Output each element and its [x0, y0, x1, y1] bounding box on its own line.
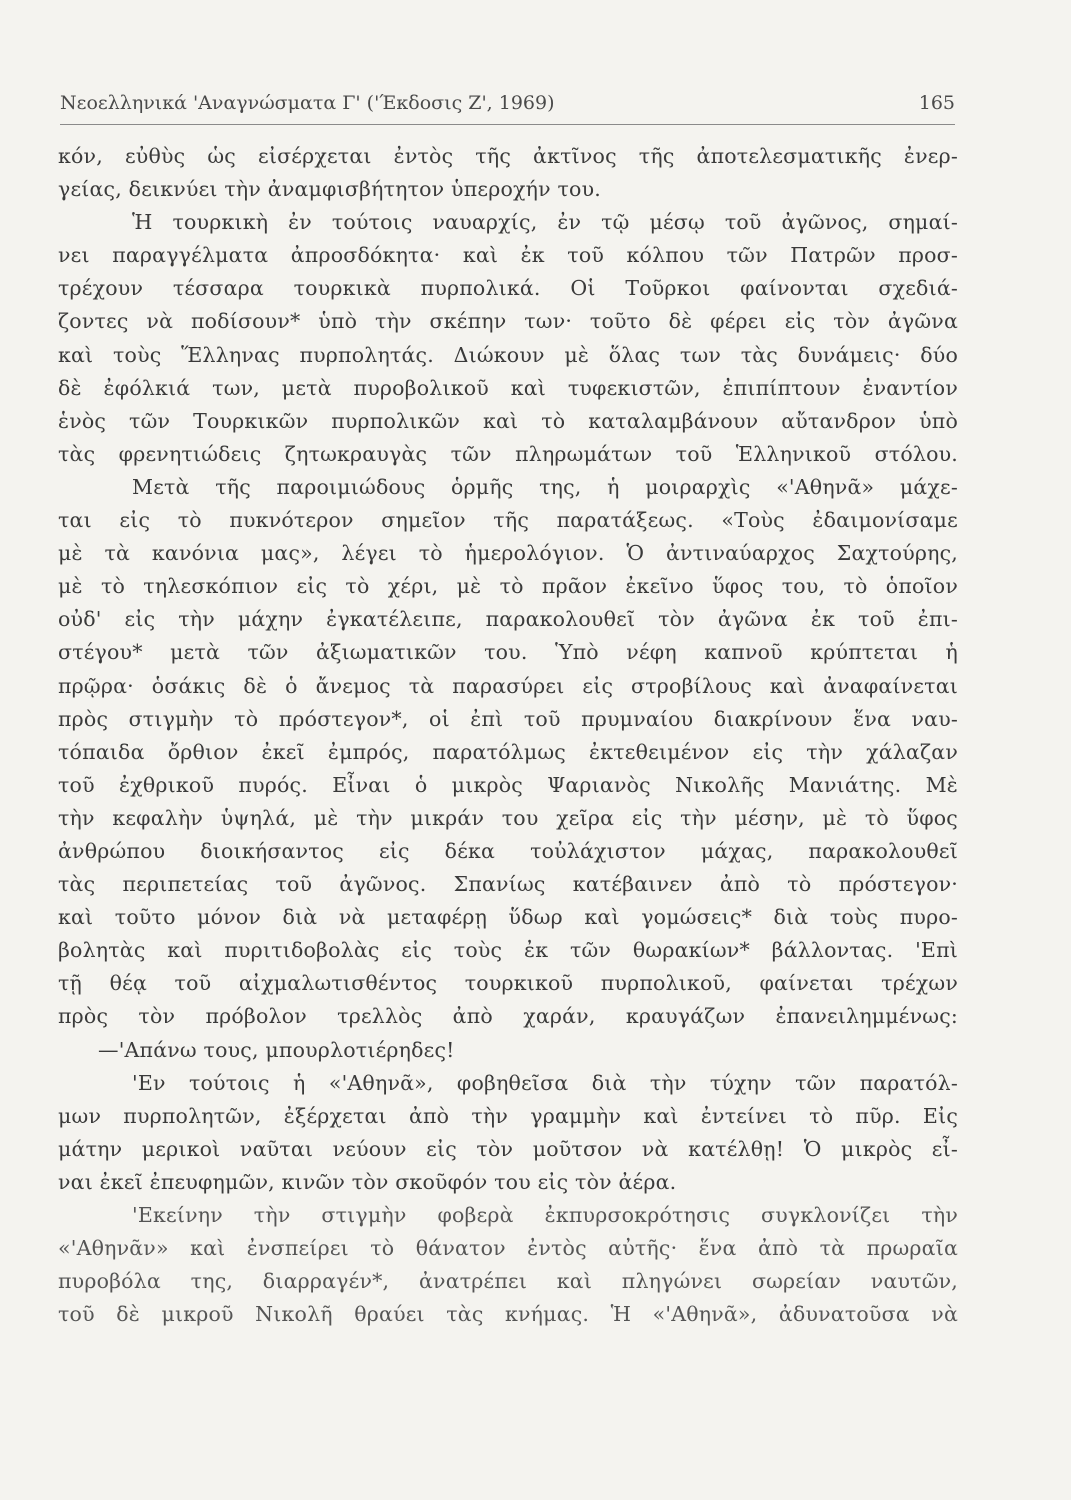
text-line: κόν, εὐθὺς ὡς εἰσέρχεται ἐντὸς τῆς ἀκτῖνος τῆς ἀποτελεσματικῆς ἐνερ- [58, 144, 958, 168]
text-line: «'Αθηνᾶν» καὶ ἐνσπείρει τὸ θάνατον ἐντὸς αὐτῆς· ἕνα ἀπὸ τὰ πρωραῖα [58, 1236, 958, 1261]
text-line: ναι ἐκεῖ ἐπευφημῶν, κινῶν τὸν σκοῦφόν του εἰς τὸν ἀέρα. [58, 1169, 677, 1194]
running-header [60, 92, 955, 124]
text-line: πρῷρα· ὁσάκις δὲ ὁ ἄνεμος τὰ παρασύρει εἰς στροβίλους καὶ ἀναφαίνεται [58, 673, 958, 698]
text-line: οὐδ' εἰς τὴν μάχην ἐγκατέλειπε, παρακολουθεῖ τὸν ἀγῶνα ἐκ τοῦ ἐπι- [58, 607, 958, 632]
text-line: 'Εν τούτοις ἡ «'Αθηνᾶ», φοβηθεῖσα διὰ τὴν τύχην τῶν παρατόλ- [132, 1070, 958, 1095]
text-line: καὶ τοῦτο μόνον διὰ νὰ μεταφέρῃ ὕδωρ καὶ γομώσεις* διὰ τοὺς πυρο- [58, 905, 958, 930]
text-line: τόπαιδα ὄρθιον ἐκεῖ ἐμπρός, παρατόλμως ἐκτεθειμένον εἰς τὴν χάλαζαν [58, 739, 958, 764]
text-line: τρέχουν τέσσαρα τουρκικὰ πυρπολικά. Οἱ Τοῦρκοι φαίνονται σχεδιά- [58, 276, 958, 301]
text-line: βολητὰς καὶ πυριτιδοβολὰς εἰς τοὺς ἐκ τῶν θωρακίων* βάλλοντας. 'Επὶ [58, 938, 958, 963]
text-line: ζοντες νὰ ποδίσουν* ὑπὸ τὴν σκέπην των· τοῦτο δὲ φέρει εἰς τὸν ἀγῶνα [58, 309, 958, 334]
text-line: μων πυρπολητῶν, ἐξέρχεται ἀπὸ τὴν γραμμὴν καὶ ἐντείνει τὸ πῦρ. Εἰς [58, 1103, 958, 1128]
text-line: τῇ θέᾳ τοῦ αἰχμαλωτισθέντος τουρκικοῦ πυρπολικοῦ, φαίνεται τρέχων [58, 971, 958, 996]
text-line: μὲ τὸ τηλεσκόπιον εἰς τὸ χέρι, μὲ τὸ πρᾶον ἐκεῖνο ὕφος του, τὸ ὁποῖον [58, 574, 958, 599]
text-line: μάτην μερικοὶ ναῦται νεύουν εἰς τὸν μοῦτσον νὰ κατέλθῃ! Ὁ μικρὸς εἶ- [58, 1136, 958, 1161]
text-line: γείας, δεικνύει τὴν ἀναμφισβήτητον ὑπεροχήν του. [58, 177, 601, 202]
text-line: ἀνθρώπου διοικήσαντος εἰς δέκα τοὐλάχιστον μάχας, παρακολουθεῖ [58, 838, 958, 863]
text-line: πυροβόλα της, διαρραγέν*, ἀνατρέπει καὶ πληγώνει σωρείαν ναυτῶν, [58, 1269, 958, 1294]
text-line: νει παραγγέλματα ἀπροσδόκητα· καὶ ἐκ τοῦ κόλπου τῶν Πατρῶν προσ- [58, 243, 958, 268]
body-text [58, 140, 958, 1331]
page-number: 165 [918, 92, 955, 114]
book-title: Νεοελληνικά 'Αναγνώσματα Γ' ('Έκδοσις Ζ', 1969) [60, 92, 555, 114]
text-line: ται εἰς τὸ πυκνότερον σημεῖον τῆς παρατάξεως. «Τοὺς ἐδαιμονίσαμε [58, 508, 958, 533]
text-line: μὲ τὰ κανόνια μας», λέγει τὸ ἡμερολόγιον. Ὁ ἀντιναύαρχος Σαχτούρης, [58, 541, 958, 566]
header-rule [60, 124, 955, 125]
text-line: ἑνὸς τῶν Τουρκικῶν πυρπολικῶν καὶ τὸ καταλαμβάνουν αὔτανδρον ὑπὸ [58, 408, 958, 433]
text-line: πρὸς τὸν πρόβολον τρελλὸς ἀπὸ χαράν, κραυγάζων ἐπανειλημμένως: [58, 1004, 958, 1029]
text-line: —'Απάνω τους, μπουρλοτιέρηδες! [98, 1037, 455, 1062]
text-line: τὴν κεφαλὴν ὑψηλά, μὲ τὴν μικράν του χεῖρα εἰς τὴν μέσην, μὲ τὸ ὕφος [58, 805, 958, 830]
text-line: στέγου* μετὰ τῶν ἀξιωματικῶν του. Ὑπὸ νέφη καπνοῦ κρύπτεται ἡ [58, 640, 958, 665]
text-line: τοῦ δὲ μικροῦ Νικολῆ θραύει τὰς κνήμας. Ἡ «'Αθηνᾶ», ἀδυνατοῦσα νὰ [58, 1302, 958, 1327]
text-line: Ἡ τουρκικὴ ἐν τούτοις ναυαρχίς, ἐν τῷ μέσῳ τοῦ ἀγῶνος, σημαί- [132, 210, 958, 235]
text-line: δὲ ἐφόλκιά των, μετὰ πυροβολικοῦ καὶ τυφεκιστῶν, ἐπιπίπτουν ἐναντίον [58, 375, 958, 400]
text-line: τὰς φρενητιώδεις ζητωκραυγὰς τῶν πληρωμάτων τοῦ Ἑλληνικοῦ στόλου. [58, 441, 958, 466]
text-line: καὶ τοὺς Ἕλληνας πυρπολητάς. Διώκουν μὲ ὅλας των τὰς δυνάμεις· δύο [58, 342, 958, 367]
text-line: 'Εκείνην τὴν στιγμὴν φοβερὰ ἐκπυρσοκρότησις συγκλονίζει τὴν [132, 1203, 958, 1227]
text-line: Μετὰ τῆς παροιμιώδους ὁρμῆς της, ἡ μοιραρχὶς «'Αθηνᾶ» μάχε- [132, 474, 958, 499]
text-line: τοῦ ἐχθρικοῦ πυρός. Εἶναι ὁ μικρὸς Ψαριανὸς Νικολῆς Μανιάτης. Μὲ [58, 772, 958, 797]
text-line: τὰς περιπετείας τοῦ ἀγῶνος. Σπανίως κατέβαινεν ἀπὸ τὸ πρόστεγον· [58, 872, 958, 897]
text-line: πρὸς στιγμὴν τὸ πρόστεγον*, οἱ ἐπὶ τοῦ πρυμναίου διακρίνουν ἕνα ναυ- [58, 706, 958, 731]
